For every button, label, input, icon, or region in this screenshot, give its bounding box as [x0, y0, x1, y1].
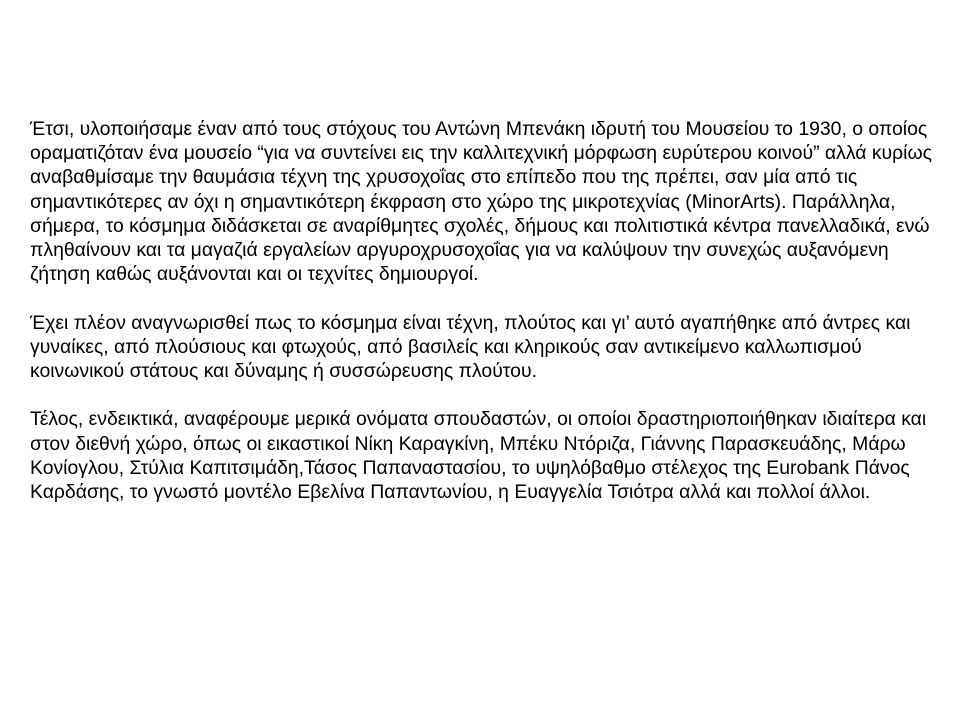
- text-body: [30, 117, 945, 504]
- paragraph-notable-students: Τέλος, ενδεικτικά, αναφέρουμε μερικά ονόματα σπουδαστών, οι οποίοι δραστηριοποιήθηκαν ιδιαίτερα και στον διεθνή χώρο, όπως οι εικαστικοί Νίκη Καραγκίνη, Μπέκυ Ντόριζα, Γιάννης Παρασκευάδης, Μάρω Κονίογλου, Στύλια Καπιτσιμάδη,Τάσος Παπαναστασίου, το υψηλόβαθμο στέλεχος της Eurobank Πάνος Καρδάσης, το γνωστό μοντέλο Εβελίνα Παπαντωνίου, η Ευαγγελία Τσιότρα αλλά και πολλοί άλλοι.: [30, 408, 927, 504]
- paragraph-jewelry-art: Έχει πλέον αναγνωρισθεί πως το κόσμημα είναι τέχνη, πλούτος και γι’ αυτό αγαπήθηκε από άντρες και γυναίκες, από πλούσιους και φτωχούς, από βασιλείς και κληρικούς σαν αντικείμενο καλλωπισμού κοινωνικού στάτους και δύναμης ή συσσώρευσης πλούτου.: [30, 311, 911, 383]
- paragraph-museum-goals: Έτσι, υλοποιήσαμε έναν από τους στόχους του Αντώνη Μπενάκη ιδρυτή του Μουσείου το 1930, ο οποίος οραματιζόταν ένα μουσείο “για να συντείνει εις την καλλιτεχνική μόρφωση ευρύτερου κοινού” αλλά κυρίως αναβαθμίσαμε την θαυμάσια τέχνη της χρυσοχοΐας στο επίπεδο που της πρέπει, σαν μία από τις σημαντικότερες αν όχι η σημαντικότερη έκφραση στο χώρο της μικροτεχνίας (MinorArts). Παράλληλα, σήμερα, το κόσμημα διδάσκεται σε αναρίθμητες σχολές, δήμους και πολιτιστικά κέντρα πανελλαδικά, ενώ πληθαίνουν και τα μαγαζιά εργαλείων αργυροχρυσοχοΐας για να καλύψουν την συνεχώς αυξανόμενη ζήτηση καθώς αυξάνονται και οι τεχνίτες δημιουργοί.: [30, 118, 932, 286]
